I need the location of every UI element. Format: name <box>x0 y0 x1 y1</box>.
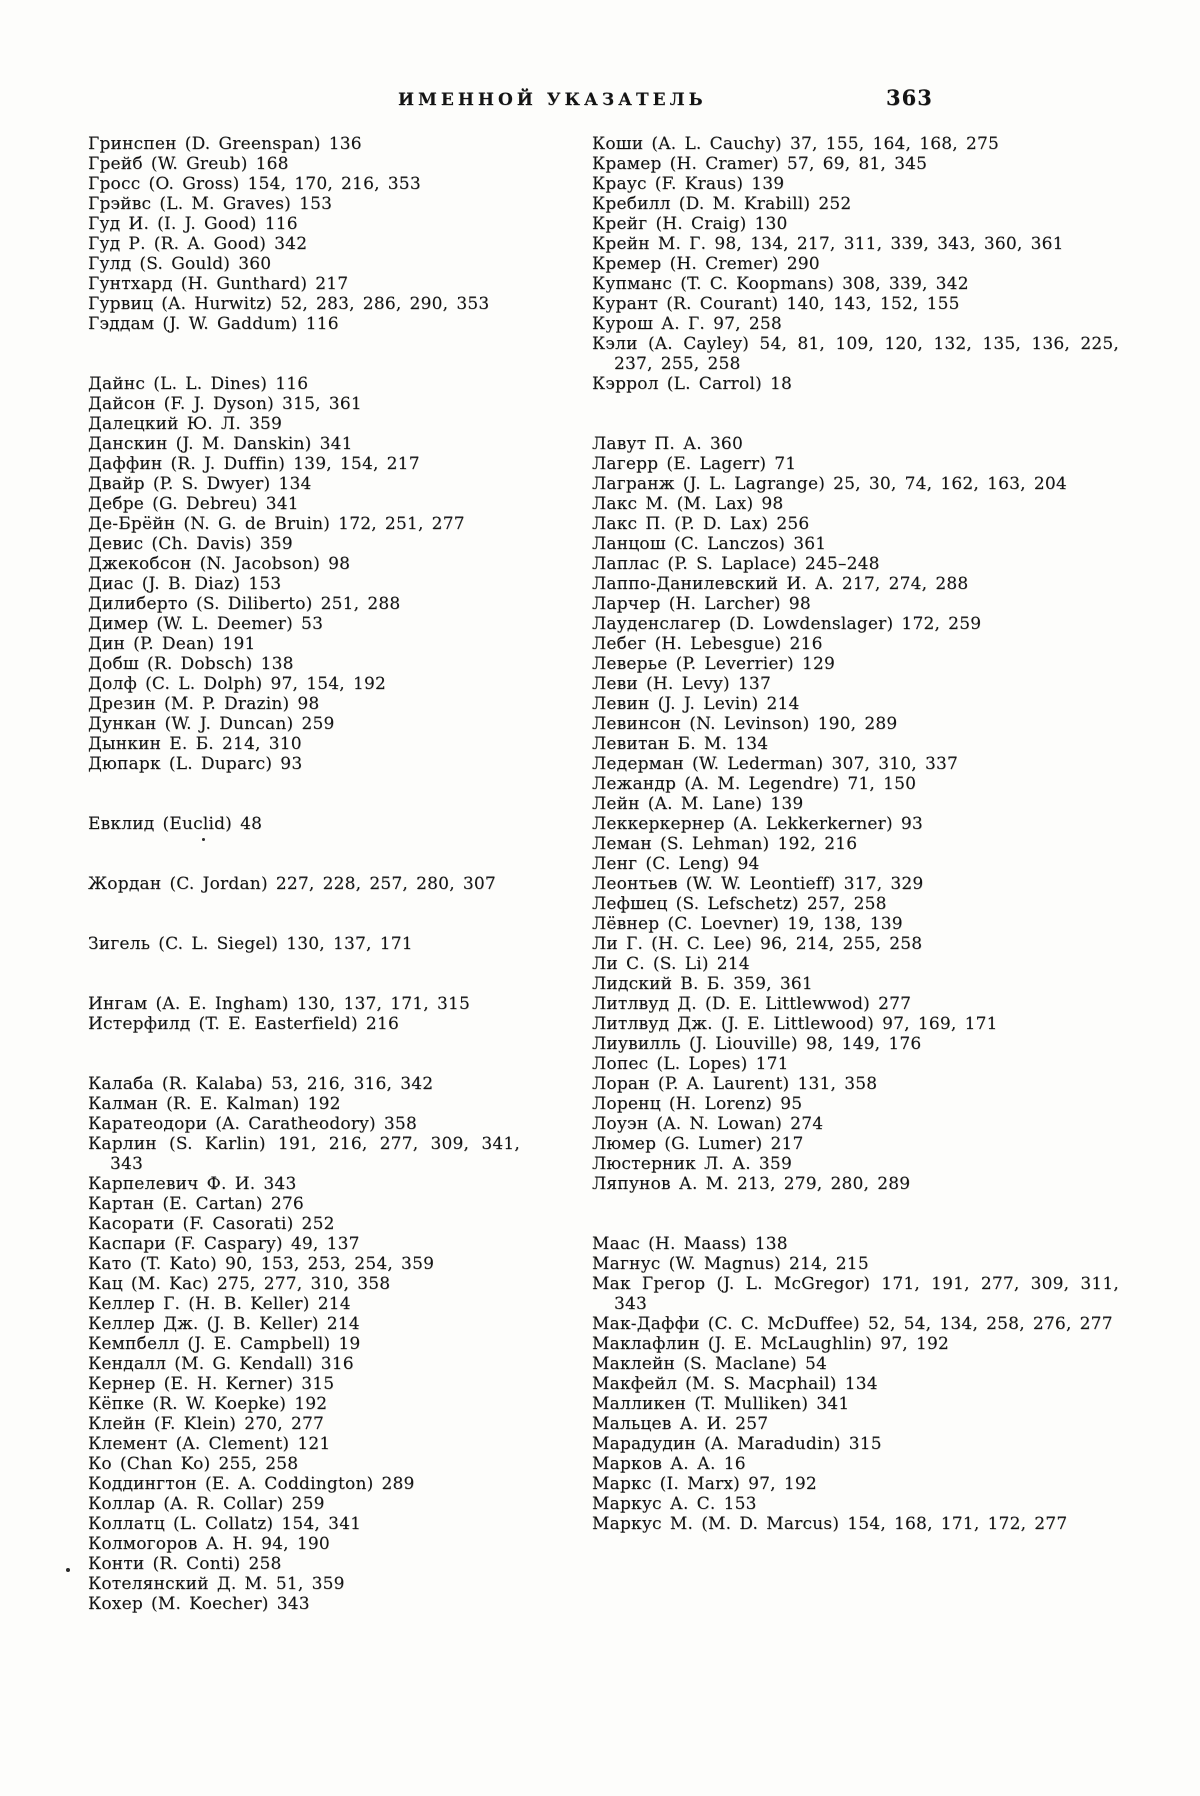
index-entry: Крейг (H. Craig) 130 <box>592 214 788 234</box>
index-entry: Каратеодори (A. Caratheodory) 358 <box>88 1114 417 1134</box>
index-entry: Зигель (C. L. Siegel) 130, 137, 171 <box>88 934 413 954</box>
scan-speck <box>66 1568 70 1572</box>
index-entry: Джекобсон (N. Jacobson) 98 <box>88 554 351 574</box>
index-entry: Лавут П. А. 360 <box>592 434 743 454</box>
index-entry: Ингам (A. E. Ingham) 130, 137, 171, 315 <box>88 994 471 1014</box>
index-entry: Дюпарк (L. Duparc) 93 <box>88 754 303 774</box>
index-entry: Кёпке (R. W. Koepke) 192 <box>88 1394 328 1414</box>
index-entry: Гулд (S. Gould) 360 <box>88 254 272 274</box>
index-entry: Леман (S. Lehman) 192, 216 <box>592 834 858 854</box>
index-entry: Конти (R. Conti) 258 <box>88 1554 282 1574</box>
index-entry: Калаба (R. Kalaba) 53, 216, 316, 342 <box>88 1074 434 1094</box>
index-entry: Дин (P. Dean) 191 <box>88 634 256 654</box>
index-entry: Мак Грегор (J. L. McGregor) 171, 191, 277, 309, 311, 343 <box>592 1274 1119 1314</box>
index-group <box>88 134 520 334</box>
index-entry: Люстерник Л. А. 359 <box>592 1154 792 1174</box>
index-entry: Келлер Г. (H. B. Keller) 214 <box>88 1294 351 1314</box>
index-entry: Гринспен (D. Greenspan) 136 <box>88 134 362 154</box>
index-entry: Маклафлин (J. E. McLaughlin) 97, 192 <box>592 1334 950 1354</box>
index-entry: Левин (J. J. Levin) 214 <box>592 694 800 714</box>
index-entry: Макфейл (M. S. Macphail) 134 <box>592 1374 878 1394</box>
index-entry: Дебре (G. Debreu) 341 <box>88 494 299 514</box>
index-entry: Маркус А. С. 153 <box>592 1494 757 1514</box>
index-entry: Крейн М. Г. 98, 134, 217, 311, 339, 343, 360, 361 <box>592 234 1064 254</box>
index-group <box>88 814 520 834</box>
index-entry: Касорати (F. Casorati) 252 <box>88 1214 335 1234</box>
index-entry: Марадудин (A. Maradudin) 315 <box>592 1434 882 1454</box>
index-entry: Дайсон (F. J. Dyson) 315, 361 <box>88 394 362 414</box>
index-entry: Гэддам (J. W. Gaddum) 116 <box>88 314 339 334</box>
index-entry: Маклейн (S. Maclane) 54 <box>592 1354 827 1374</box>
index-group <box>88 874 520 894</box>
index-entry: Магнус (W. Magnus) 214, 215 <box>592 1254 869 1274</box>
index-entry: Купманс (T. C. Koopmans) 308, 339, 342 <box>592 274 969 294</box>
index-entry: Картан (E. Cartan) 276 <box>88 1194 304 1214</box>
index-entry: Кендалл (M. G. Kendall) 316 <box>88 1354 354 1374</box>
index-entry: Данскин (J. M. Danskin) 341 <box>88 434 353 454</box>
index-entry: Гурвиц (A. Hurwitz) 52, 283, 286, 290, 353 <box>88 294 490 314</box>
index-entry: Карлин (S. Karlin) 191, 216, 277, 309, 341, 343 <box>88 1134 520 1174</box>
index-entry: Люмер (G. Lumer) 217 <box>592 1134 804 1154</box>
index-entry: Кемпбелл (J. E. Campbell) 19 <box>88 1334 361 1354</box>
index-entry: Лёвнер (C. Loevner) 19, 138, 139 <box>592 914 903 934</box>
index-entry: Лоран (P. A. Laurent) 131, 358 <box>592 1074 878 1094</box>
index-entry: Лебег (H. Lebesgue) 216 <box>592 634 823 654</box>
index-entry: Ледерман (W. Lederman) 307, 310, 337 <box>592 754 959 774</box>
index-entry: Коши (A. L. Cauchy) 37, 155, 164, 168, 275 <box>592 134 999 154</box>
index-entry: Левинсон (N. Levinson) 190, 289 <box>592 714 898 734</box>
index-entry: Ляпунов А. М. 213, 279, 280, 289 <box>592 1174 911 1194</box>
index-entry: Ланцош (C. Lanczos) 361 <box>592 534 827 554</box>
index-entry: Ленг (C. Leng) 94 <box>592 854 760 874</box>
index-entry: Лидский В. Б. 359, 361 <box>592 974 813 994</box>
index-group <box>88 374 520 774</box>
index-entry: Кремер (H. Cremer) 290 <box>592 254 820 274</box>
index-entry: Коллар (A. R. Collar) 259 <box>88 1494 325 1514</box>
index-entry: Леверье (P. Leverrier) 129 <box>592 654 835 674</box>
index-entry: Каспари (F. Caspary) 49, 137 <box>88 1234 360 1254</box>
index-entry: Димер (W. L. Deemer) 53 <box>88 614 324 634</box>
index-group <box>88 1074 520 1614</box>
index-entry: Като (T. Kato) 90, 153, 253, 254, 359 <box>88 1254 435 1274</box>
index-entry: Коллатц (L. Collatz) 154, 341 <box>88 1514 362 1534</box>
index-entry: Леонтьев (W. W. Leontieff) 317, 329 <box>592 874 924 894</box>
index-entry: Двайр (P. S. Dwyer) 134 <box>88 474 312 494</box>
index-entry: Добш (R. Dobsch) 138 <box>88 654 294 674</box>
index-entry: Дынкин Е. Б. 214, 310 <box>88 734 302 754</box>
index-entry: Курант (R. Courant) 140, 143, 152, 155 <box>592 294 960 314</box>
index-entry: Гуд Р. (R. A. Good) 342 <box>88 234 308 254</box>
index-entry: Ли Г. (H. C. Lee) 96, 214, 255, 258 <box>592 934 923 954</box>
index-entry: Грэйвс (L. M. Graves) 153 <box>88 194 333 214</box>
index-entry: Калман (R. E. Kalman) 192 <box>88 1094 341 1114</box>
index-entry: Леви (H. Levy) 137 <box>592 674 771 694</box>
index-entry: Котелянский Д. М. 51, 359 <box>88 1574 345 1594</box>
index-entry: Лагерр (E. Lagerr) 71 <box>592 454 797 474</box>
index-entry: Лежандр (A. M. Legendre) 71, 150 <box>592 774 917 794</box>
index-entry: Лакс М. (M. Lax) 98 <box>592 494 784 514</box>
index-entry: Кэррол (L. Carrol) 18 <box>592 374 793 394</box>
index-entry: Ларчер (H. Larcher) 98 <box>592 594 811 614</box>
index-entry: Далецкий Ю. Л. 359 <box>88 414 283 434</box>
index-group <box>592 1234 1119 1534</box>
index-entry: Курош А. Г. 97, 258 <box>592 314 782 334</box>
index-entry: Лагранж (J. L. Lagrange) 25, 30, 74, 162, 163, 204 <box>592 474 1067 494</box>
page-title: ИМЕННОЙ УКАЗАТЕЛЬ <box>398 90 707 110</box>
index-entry: Дилиберто (S. Diliberto) 251, 288 <box>88 594 401 614</box>
page-number: 363 <box>886 85 933 110</box>
index-entry: Де-Брёйн (N. G. de Bruin) 172, 251, 277 <box>88 514 465 534</box>
index-entry: Лауденслагер (D. Lowdenslager) 172, 259 <box>592 614 982 634</box>
scan-speck <box>202 838 205 841</box>
index-entry: Дрезин (M. P. Drazin) 98 <box>88 694 320 714</box>
index-entry: Литлвуд Д. (D. E. Littlewwod) 277 <box>592 994 912 1014</box>
index-entry: Мальцев А. И. 257 <box>592 1414 769 1434</box>
index-entry: Кац (M. Kac) 275, 277, 310, 358 <box>88 1274 391 1294</box>
index-entry: Долф (C. L. Dolph) 97, 154, 192 <box>88 674 387 694</box>
index-entry: Маркс (I. Marx) 97, 192 <box>592 1474 817 1494</box>
index-entry: Гуд И. (I. J. Good) 116 <box>88 214 298 234</box>
index-column-right <box>592 134 1119 1534</box>
index-group <box>88 994 520 1034</box>
index-entry: Леккеркернер (A. Lekkerkerner) 93 <box>592 814 923 834</box>
index-entry: Грейб (W. Greub) 168 <box>88 154 289 174</box>
index-entry: Крамер (H. Cramer) 57, 69, 81, 345 <box>592 154 928 174</box>
index-entry: Карпелевич Ф. И. 343 <box>88 1174 297 1194</box>
index-entry: Дункан (W. J. Duncan) 259 <box>88 714 335 734</box>
index-entry: Гросс (O. Gross) 154, 170, 216, 353 <box>88 174 421 194</box>
index-entry: Клейн (F. Klein) 270, 277 <box>88 1414 324 1434</box>
index-entry: Лакс П. (P. D. Lax) 256 <box>592 514 810 534</box>
index-column-left <box>88 134 520 1614</box>
index-entry: Кохер (M. Koecher) 343 <box>88 1594 310 1614</box>
index-entry: Диас (J. B. Diaz) 153 <box>88 574 282 594</box>
index-entry: Кернер (E. H. Kerner) 315 <box>88 1374 335 1394</box>
index-entry: Маас (H. Maass) 138 <box>592 1234 788 1254</box>
index-entry: Коддингтон (E. A. Coddington) 289 <box>88 1474 415 1494</box>
index-entry: Ко (Chan Ko) 255, 258 <box>88 1454 299 1474</box>
index-entry: Лопес (L. Lopes) 171 <box>592 1054 789 1074</box>
index-entry: Литлвуд Дж. (J. E. Littlewood) 97, 169, 171 <box>592 1014 998 1034</box>
index-entry: Евклид (Euclid) 48 <box>88 814 263 834</box>
index-entry: Левитан Б. М. 134 <box>592 734 769 754</box>
index-group <box>592 134 1119 394</box>
index-entry: Мак-Даффи (C. C. McDuffee) 52, 54, 134, 258, 276, 277 <box>592 1314 1113 1334</box>
index-entry: Лиувилль (J. Liouville) 98, 149, 176 <box>592 1034 922 1054</box>
index-entry: Ли С. (S. Li) 214 <box>592 954 750 974</box>
index-group <box>592 434 1119 1194</box>
index-entry: Колмогоров А. Н. 94, 190 <box>88 1534 330 1554</box>
index-entry: Марков А. А. 16 <box>592 1454 746 1474</box>
index-entry: Келлер Дж. (J. B. Keller) 214 <box>88 1314 360 1334</box>
index-entry: Малликен (T. Mulliken) 341 <box>592 1394 850 1414</box>
index-entry: Истерфилд (T. E. Easterfield) 216 <box>88 1014 399 1034</box>
index-group <box>88 934 520 954</box>
index-entry: Лейн (A. M. Lane) 139 <box>592 794 804 814</box>
index-entry: Жордан (C. Jordan) 227, 228, 257, 280, 307 <box>88 874 496 894</box>
index-entry: Клемент (A. Clement) 121 <box>88 1434 331 1454</box>
index-entry: Даффин (R. J. Duffin) 139, 154, 217 <box>88 454 420 474</box>
index-entry: Лоуэн (A. N. Lowan) 274 <box>592 1114 824 1134</box>
index-entry: Краус (F. Kraus) 139 <box>592 174 785 194</box>
index-entry: Лаплас (P. S. Laplace) 245–248 <box>592 554 880 574</box>
index-entry: Девис (Ch. Davis) 359 <box>88 534 293 554</box>
index-entry: Лаппо-Данилевский И. А. 217, 274, 288 <box>592 574 969 594</box>
index-entry: Маркус М. (M. D. Marcus) 154, 168, 171, 172, 277 <box>592 1514 1068 1534</box>
index-entry: Дайнс (L. L. Dines) 116 <box>88 374 309 394</box>
index-entry: Кребилл (D. M. Krabill) 252 <box>592 194 852 214</box>
index-entry: Лефшец (S. Lefschetz) 257, 258 <box>592 894 887 914</box>
index-entry: Кэли (A. Cayley) 54, 81, 109, 120, 132, 135, 136, 225, 237, 255, 258 <box>592 334 1119 374</box>
index-entry: Лоренц (H. Lorenz) 95 <box>592 1094 803 1114</box>
index-entry: Гунтхард (H. Gunthard) 217 <box>88 274 349 294</box>
